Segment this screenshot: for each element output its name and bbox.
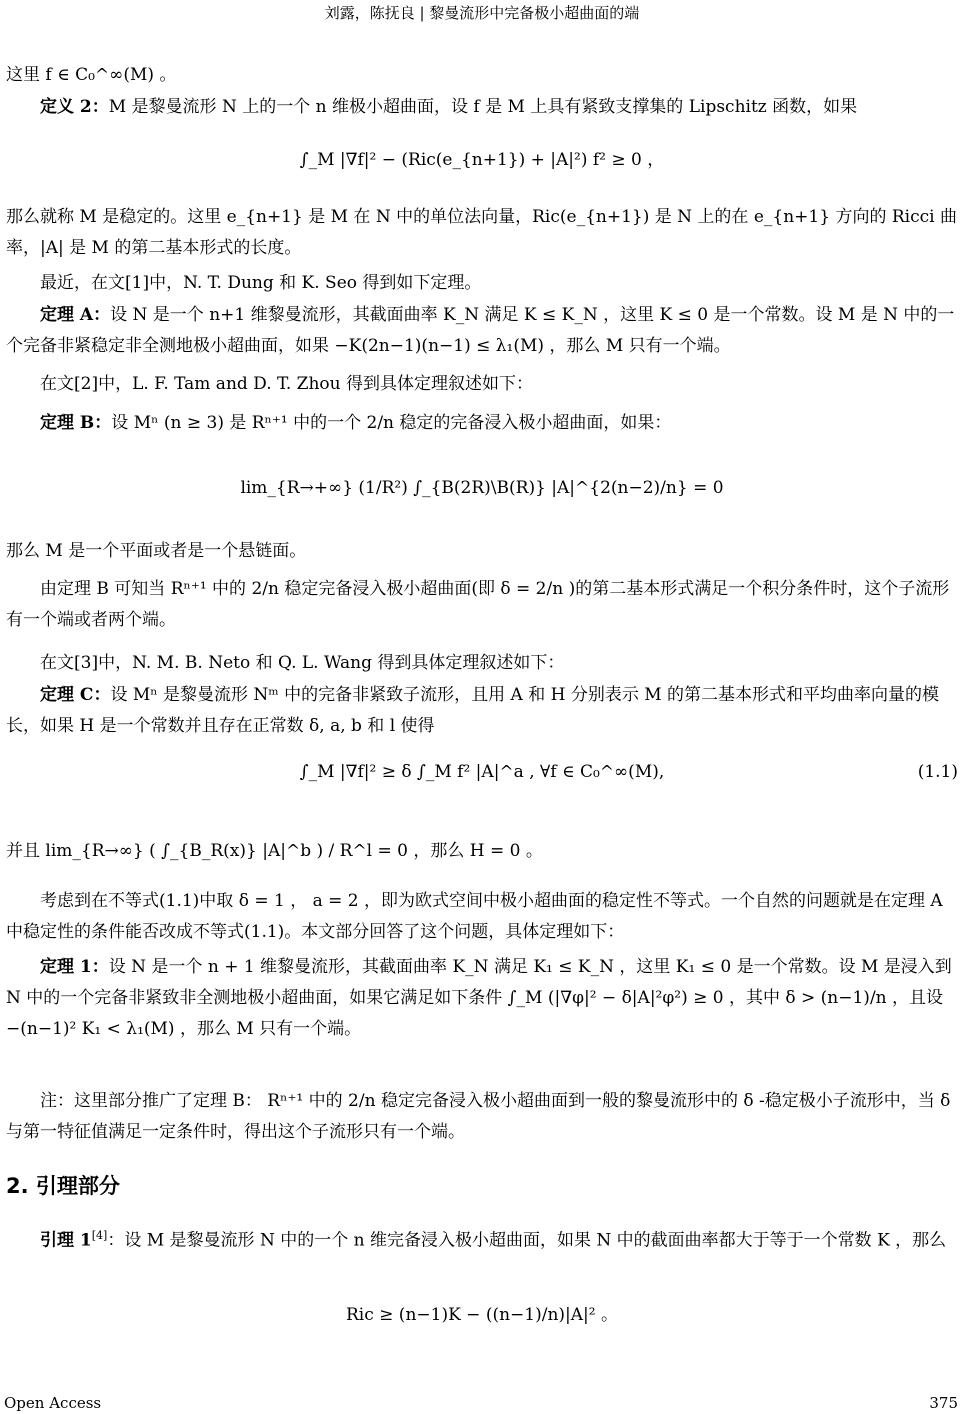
theorem-1-label: 定理 1： bbox=[40, 957, 109, 977]
page-number: 375 bbox=[929, 1394, 958, 1412]
definition-2-text: M 是黎曼流形 N 上的一个 n 维极小超曲面，设 f 是 M 上具有紧致支撑集的 Lipschitz 函数，如果 bbox=[108, 97, 858, 117]
equation-limit-condition: lim_{R→+∞} (1/R²) ∫_{B(2R)\B(R)} |A|^{2(n−2)/n} = 0 bbox=[240, 478, 724, 498]
definition-2-label: 定义 2： bbox=[40, 97, 109, 117]
equation-1-1 bbox=[0, 762, 964, 782]
paragraph-f-def: 这里 f ∈ C₀^∞(M) 。 bbox=[6, 65, 177, 85]
equation-stability: ∫_M |∇f|² − (Ric(e_{n+1}) + |A|²) f² ≥ 0 ， bbox=[299, 150, 665, 170]
lemma-1-text: ：设 M 是黎曼流形 N 中的一个 n 维完备浸入极小超曲面，如果 N 中的截面曲率都大于等于一个常数 K ，那么 bbox=[107, 1230, 947, 1251]
theorem-a-text: 设 N 是一个 n+1 维黎曼流形，其截面曲率 K_N 满足 K ≤ K_N ，这里 K ≤ 0 是一个常数。设 M 是 N 中的一个完备非紧稳定非全测地极小超曲面，如果 −K(2n−1)(n−1) ≤ λ₁(M) ，那么 M 只有一个端。 bbox=[6, 305, 955, 356]
lemma-1 bbox=[6, 1220, 958, 1257]
paragraph-consider: 考虑到在不等式(1.1)中取 δ = 1 ， a = 2 ，即为欧式空间中极小超曲面的稳定性不等式。一个自然的问题就是在定理 A 中稳定性的条件能否改成不等式(1.1)。本文部分回答了这个问题，具体定理如下： bbox=[6, 891, 943, 942]
theorem-1 bbox=[6, 952, 958, 1045]
running-header: 刘露，陈抚良 | 黎曼流形中完备极小超曲面的端 bbox=[324, 4, 640, 22]
section-heading-lemmas: 2. 引理部分 bbox=[6, 1174, 120, 1198]
lemma-1-label: 引理 1 bbox=[40, 1230, 92, 1251]
equation-ricci-bound: Ric ≥ (n−1)K − ((n−1)/n)|A|² 。 bbox=[346, 1305, 618, 1325]
theorem-b-label: 定理 B： bbox=[40, 413, 112, 433]
theorem-c-text: 设 Mⁿ 是黎曼流形 Nᵐ 中的完备非紧致子流形，且用 A 和 H 分别表示 M 的第二基本形式和平均曲率向量的模长，如果 H 是一个常数并且存在正常数 δ, a, b 和 l 使得 bbox=[6, 685, 940, 736]
theorem-b-text: 设 Mⁿ (n ≥ 3) 是 Rⁿ⁺¹ 中的一个 2/n 稳定的完备浸入极小超曲面，如果： bbox=[111, 413, 672, 433]
paragraph-plane-catenoid: 那么 M 是一个平面或者是一个悬链面。 bbox=[6, 541, 307, 561]
theorem-a-label: 定理 A： bbox=[40, 305, 111, 325]
equation-1-1-number: (1.1) bbox=[917, 762, 958, 782]
equation-1-1-body: ∫_M |∇f|² ≥ δ ∫_M f² |A|^a , ∀f ∈ C₀^∞(M), bbox=[299, 762, 665, 782]
footer-open-access: Open Access bbox=[4, 1394, 102, 1412]
paragraph-h-zero: 并且 lim_{R→∞} ( ∫_{B_R(x)} |A|^b ) / R^l = 0 ，那么 H = 0 。 bbox=[6, 841, 543, 861]
paragraph-ref-3: 在文[3]中，N. M. B. Neto 和 Q. L. Wang 得到具体定理叙述如下： bbox=[40, 653, 565, 673]
paragraph-recent-result: 最近，在文[1]中，N. T. Dung 和 K. Seo 得到如下定理。 bbox=[40, 273, 482, 293]
theorem-1-text: 设 N 是一个 n + 1 维黎曼流形，其截面曲率 K_N 满足 K₁ ≤ K_N ，这里 K₁ ≤ 0 是一个常数。设 M 是浸入到 N 中的一个完备非紧致非全测地极小超曲面，如果它满足如下条件 ∫_M (|∇φ|² − δ|A|²φ²) ≥ 0 ，其中 δ > (n−1)/n ，且设 −(n−1)² K₁ < λ₁(M) ，那么 M 只有一个端。 bbox=[6, 957, 952, 1039]
paragraph-note: 注：这里部分推广了定理 B： Rⁿ⁺¹ 中的 2/n 稳定完备浸入极小超曲面到一般的黎曼流形中的 δ -稳定极小子流形中，当 δ 与第一特征值满足一定条件时，得出这个子流形只有一个端。 bbox=[6, 1091, 951, 1142]
paragraph-ref-2: 在文[2]中，L. F. Tam and D. T. Zhou 得到具体定理叙述如下： bbox=[40, 374, 534, 394]
theorem-b bbox=[6, 408, 958, 439]
lemma-1-citation: [4] bbox=[91, 1229, 108, 1242]
theorem-c bbox=[6, 680, 958, 742]
theorem-c-label: 定理 C： bbox=[40, 685, 111, 705]
theorem-a bbox=[6, 300, 958, 362]
paragraph-theorem-b-remark: 由定理 B 可知当 Rⁿ⁺¹ 中的 2/n 稳定完备浸入极小超曲面(即 δ = 2/n )的第二基本形式满足一个积分条件时，这个子流形有一个端或者两个端。 bbox=[6, 579, 950, 630]
paragraph-stable-meaning: 那么就称 M 是稳定的。这里 e_{n+1} 是 M 在 N 中的单位法向量，Ric(e_{n+1}) 是 N 上的在 e_{n+1} 方向的 Ricci 曲率，|A| 是 M 的第二基本形式的长度。 bbox=[6, 207, 957, 258]
definition-2 bbox=[6, 92, 958, 123]
